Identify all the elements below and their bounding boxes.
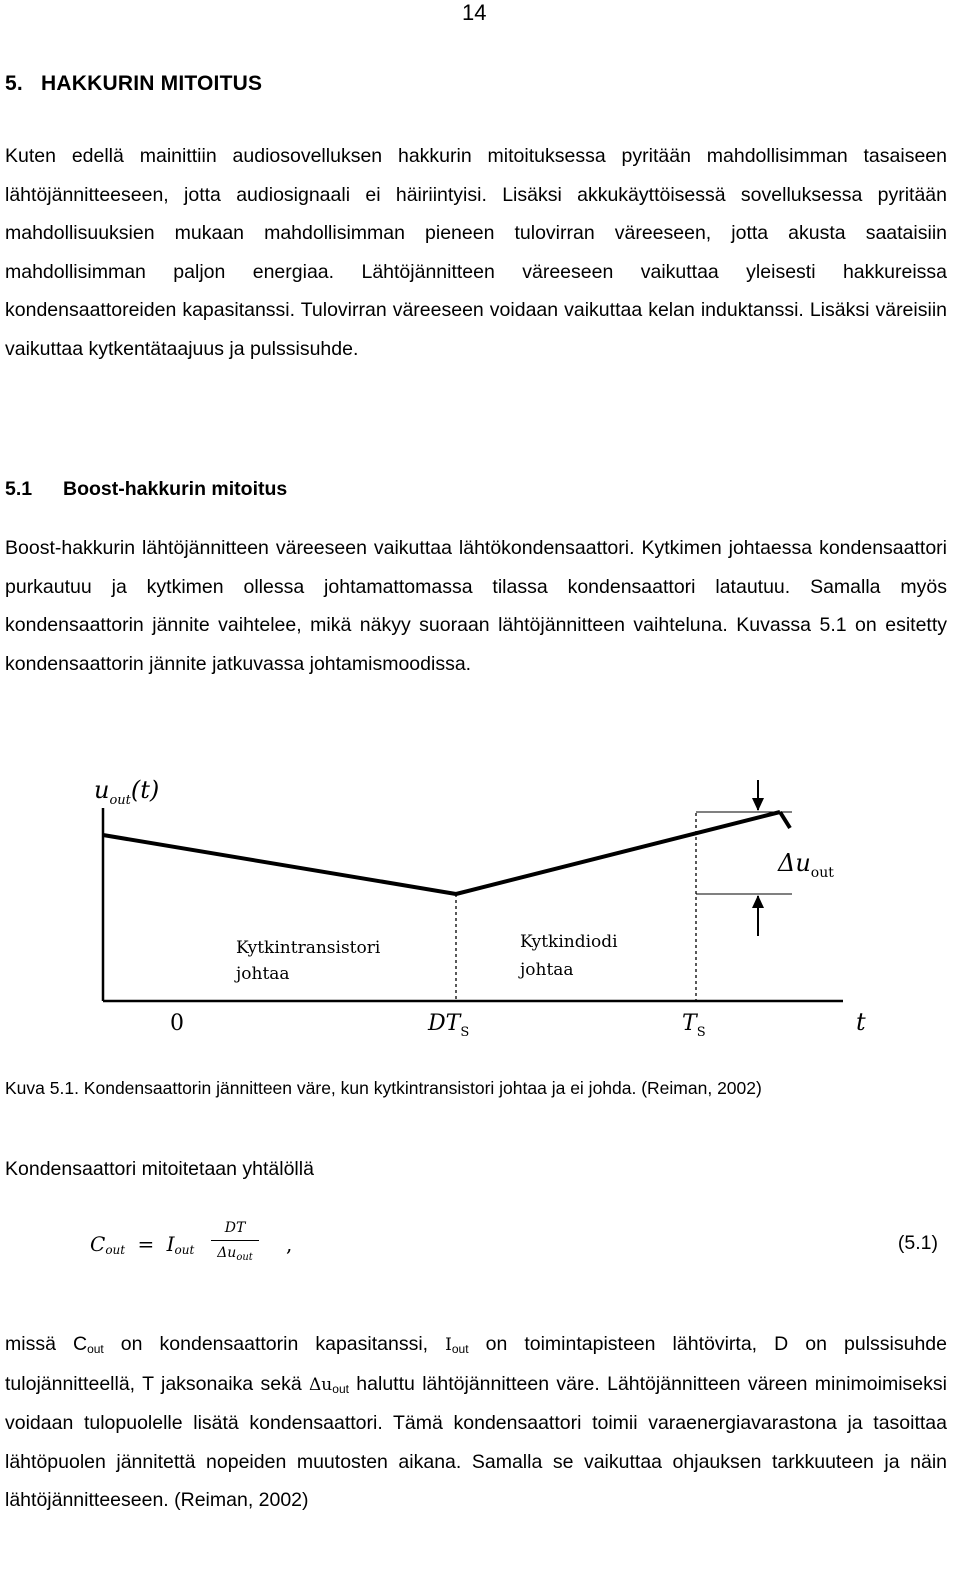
section-number: 5.1 [5,478,33,500]
y-axis-label: $u_{out}(t)$ [94,776,160,808]
equation-comma: , [286,1232,293,1256]
region-diode-label-line2: johtaa [520,960,574,980]
delta-u-label: $\Delta u_{out}$ [778,849,834,881]
fraction-denominator: $\Delta u_{out}$ [217,1245,253,1263]
tick-label-dts: $DT_S$ [428,1011,470,1040]
chapter-heading [5,72,262,96]
equation-fraction [211,1218,259,1263]
tick-label-ts: $T_S$ [682,1011,706,1040]
figure-caption: Kuva 5.1. Kondensaattorin jännitteen väre, kun kytkintransistori johtaa ja ei johda. (Reiman, 2002) [5,1078,762,1098]
ripple-arrowhead-bottom [752,895,764,908]
paragraph-boost: Boost-hakkurin lähtöjännitteen väreeseen vaikuttaa lähtökondensaattori. Kytkimen johtaessa kondensaattori purkautuu ja kytkimen ollessa johtamattomassa tilassa kondensaattori latautuu. Samalla myös kondensaattorin jännite vaihtelee, mikä näkyy suoraan lähtöjännitteen vaihteluna. Kuvassa 5.1 on esitetty kondensaattorin jännite jatkuvassa johtamismoodissa. [5,537,947,675]
paragraph-intro: Kuten edellä mainittiin audiosovelluksen hakkurin mitoituksessa pyritään mahdollisimman tasaiseen lähtöjännitteeseen, jotta audiosignaali ei häiriintyisi. Lisäksi akkukäyttöisessä sovelluksessa pyritään mahdollisuuksien mukaan mahdollisimman pieneen tulovirran väreeseen, jotta akusta saataisiin mahdollisimman paljon energiaa. Lähtöjännitteen väreeseen vaikuttaa yleisesti hakkureissa kondensaattoreiden kapasitanssi. Tulovirran väreeseen voidaan vaikuttaa kelan induktanssi. Lisäksi väreisiin vaikuttaa kytkentätaajuus ja pulssisuhde. [5,145,947,360]
section-title: Boost-hakkurin mitoitus [63,478,288,500]
ripple-arrowhead-top [752,798,764,811]
chapter-title: HAKKURIN MITOITUS [41,72,263,95]
voltage-ripple-figure [88,768,878,1048]
equation-lhs: $C_{out} = I_{out}$ [90,1232,195,1257]
region-diode-label-line1: Kytkindiodi [520,932,618,952]
fraction-bar [211,1240,259,1241]
equation-number: (5.1) [897,1232,938,1254]
section-heading [5,478,287,501]
capacitor-voltage-waveform [103,812,780,894]
equation-intro: Kondensaattori mitoitetaan yhtälöllä [5,1158,314,1180]
page-number: 14 [462,0,487,25]
chapter-number: 5. [5,72,23,95]
region-transistor-label-line2: johtaa [236,964,290,984]
equation-5-1 [90,1218,938,1274]
region-transistor-label-line1: Kytkintransistori [236,938,381,958]
tick-label-zero: 0 [170,1011,184,1036]
paragraph-where: missä $C_{out}$ on kondensaattorin kapasitanssi, $I_{out}$ on toimintapisteen lähtövirta, D on pulssisuhde tulojännitteellä, T jaksonaika sekä $\Delta u_{out}$ haluttu lähtöjännitteen väre. Lähtöjännitteen väreen minimoimiseksi voidaan tulopuolelle lisätä kondensaattori. Tämä kondensaattori toimii varaenergiavarastona ja tasoittaa lähtöpuolen jännitettä nopeiden muutosten aikana. Samalla se vaikuttaa ohjauksen tarkkuuteen ja näin lähtöjännitteeseen. (Reiman, 2002) [5,1333,948,1511]
x-axis-label: t [856,1008,866,1036]
waveform-end-segment [780,812,790,828]
fraction-numerator: DT [224,1220,246,1236]
